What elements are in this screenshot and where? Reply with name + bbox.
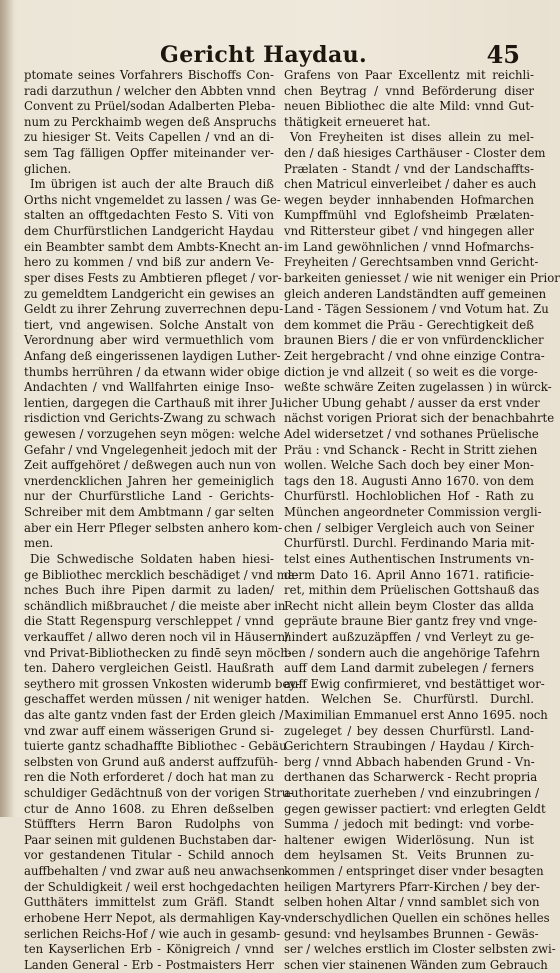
- right-column: [284, 68, 560, 973]
- text-line: tuierte gantz schadhaffte Bibliothec - Gebäu: [24, 739, 287, 754]
- text-line: Im übrigen ist auch der alte Brauch diß: [30, 177, 274, 192]
- text-line: ren die Noth erforderet / doch hat man zu: [24, 770, 274, 785]
- text-line: geschaffet werden müssen / nit weniger hat: [24, 692, 285, 707]
- text-line: gewesen / vorzugehen seyn mögen: welche: [24, 427, 281, 442]
- text-line: licher Ubung gehabt / ausser da erst vnder: [284, 395, 540, 410]
- text-line: sem Tag fälligen Opffer miteinander ver-: [24, 146, 274, 161]
- text-line: telst eines Authentischen Instruments vn-: [284, 551, 534, 566]
- text-line: der Schuldigkeit / weil erst hochgedachten: [24, 879, 280, 894]
- text-line: dem heylsamen St. Veits Brunnen zu-: [284, 848, 534, 863]
- text-line: gegen gewisser pactiert: vnd erlegten Geldt: [284, 801, 546, 816]
- text-line: Gerichtern Straubingen / Haydau / Kirch-: [284, 739, 534, 754]
- text-line: Summa / jedoch mit bedingt: vnd vorbe-: [284, 817, 534, 832]
- text-line: nches Buch ihre Pipen darmit zu laden/: [24, 583, 274, 598]
- text-line: hero zu kommen / vnd biß zur andern Ve-: [24, 255, 274, 270]
- binding-shadow: [0, 0, 14, 817]
- text-line: Zeit auffgehöret / deßwegen auch nun von: [24, 458, 277, 473]
- text-line: auffbehalten / vnd zwar auß neu anwachsen-: [24, 864, 290, 879]
- text-line: thumbs herrühren / da etwann wider obige: [24, 364, 280, 379]
- text-line: derm Dato 16. April Anno 1671. ratificie-: [284, 567, 534, 582]
- text-line: lentien, dargegen die Carthauß mit ihrer Ju-: [24, 395, 287, 410]
- text-line: nur der Churfürstliche Land - Gerichts-: [24, 489, 274, 504]
- text-line: Präu : vnd Schanck - Recht in Stritt ziehen: [284, 442, 538, 457]
- text-line: braunen Biers / die er von vnfürdencklicher: [284, 333, 544, 348]
- text-line: erhobene Herr Nepot, als dermahligen Kay-: [24, 910, 285, 925]
- text-line: Anfang deß eingerissenen laydigen Luther-: [24, 348, 281, 363]
- text-line: seythero mit grossen Vnkosten widerumb bey-: [24, 676, 300, 691]
- text-line: Von Freyheiten ist dises allein zu mel-: [290, 130, 534, 145]
- text-line: barkeiten geniesset / wie nit weniger ein Prior: [284, 270, 560, 285]
- text-line: radi darzuthun / welcher den Abbten vnnd: [24, 83, 276, 98]
- text-line: berg / vnnd Abbach habenden Grund - Vn-: [284, 754, 535, 769]
- text-line: Schreiber mit dem Ambtmann / gar selten: [24, 505, 275, 520]
- text-line: gepräute braune Bier gantz frey vnd vnge-: [284, 614, 538, 629]
- text-line: derthanen das Scharwerck - Recht propria: [284, 770, 538, 785]
- text-line: chen Matricul einverleibet / daher es auch: [284, 177, 537, 192]
- text-columns: [24, 68, 560, 973]
- text-line: Die Schwedische Soldaten haben hiesi-: [30, 551, 274, 566]
- text-line: ten. Dahero vergleichen Geistl. Haußrath: [24, 661, 274, 676]
- text-line: vnd zwar auff einem wässerigen Grund si-: [24, 723, 274, 738]
- text-line: den. Welchen Se. Churfürstl. Durchl.: [284, 692, 534, 707]
- text-line: schändlich mißbrauchet / die meiste aber in: [24, 598, 286, 613]
- text-line: vnderschydlichen Quellen ein schönes helles: [284, 910, 550, 925]
- text-line: ret, mithin dem Prüelischen Gottshauß das: [284, 583, 540, 598]
- text-line: tags den 18. Augusti Anno 1670. von dem: [284, 473, 534, 488]
- page-number: 45: [486, 40, 520, 69]
- text-line: Kumpffmühl vnd Eglofsheimb Prælaten-: [284, 208, 534, 223]
- text-line: wollen. Welche Sach doch bey einer Mon-: [284, 458, 534, 473]
- text-line: Prælaten - Standt / vnd der Landschaffts-: [284, 161, 534, 176]
- text-line: die Statt Regenspurg verschleppet / vnnd: [24, 614, 274, 629]
- text-line: Orths nicht vngemeldet zu lassen / was Ge-: [24, 192, 281, 207]
- text-line: thätigkeit erneueret hat.: [284, 114, 431, 129]
- text-line: tiert, vnd angewisen. Solche Anstalt von: [24, 317, 274, 332]
- text-line: Andachten / vnd Wallfahrten einige Inso-: [24, 380, 274, 395]
- text-line: selbsten von Grund auß anderst auffzufüh-: [24, 754, 278, 769]
- text-line: auff dem Land darmit zubelegen / ferners: [284, 661, 534, 676]
- text-line: glichen.: [24, 161, 72, 176]
- text-line: Geldt zu ihrer Zehrung zuverrechnen depu-: [24, 302, 284, 317]
- text-line: München angeordneter Commission vergli-: [284, 505, 542, 520]
- text-line: Adel widersetzet / vnd sothanes Prüelische: [284, 427, 539, 442]
- text-line: vor gestandenen Titular - Schild annoch: [24, 848, 274, 863]
- text-line: Verordnung aber wird vermuethlich vom: [24, 333, 274, 348]
- text-line: zu hiesiger St. Veits Capellen / vnd an di-: [24, 130, 274, 145]
- text-line: Maximilian Emmanuel erst Anno 1695. noch: [284, 707, 548, 722]
- text-line: gleich anderen Landständten auff gemeinen: [284, 286, 547, 301]
- text-line: Zeit hergebracht / vnd ohne einzige Contra-: [284, 348, 545, 363]
- text-line: ge Bibliothec mercklich beschädiget / vnd ma-: [24, 567, 299, 582]
- text-line: Gefahr / vnd Vngelegenheit jedoch mit der: [24, 442, 277, 457]
- text-line: vnerdencklichen Jahren her gemeiniglich: [24, 473, 274, 488]
- text-line: heiligen Martyrers Pfarr-Kirchen / bey der-: [284, 879, 540, 894]
- text-line: haltener ewigen Widerlösung. Nun ist: [284, 832, 534, 847]
- text-line: men.: [24, 536, 54, 551]
- text-line: den / daß hiesiges Carthäuser - Closter dem: [284, 146, 546, 161]
- text-line: schen vier stainenen Wänden zum Gebrauch: [284, 957, 548, 972]
- text-line: zugeleget / bey dessen Churfürstl. Land-: [284, 723, 534, 738]
- text-line: risdiction vnd Gerichts-Zwang zu schwach: [24, 411, 276, 426]
- text-line: Freyheiten / Gerechtsamben vnnd Gericht-: [284, 255, 539, 270]
- text-line: sper dises Fests zu Ambtieren pfleget / vor-: [24, 270, 282, 285]
- text-line: Recht nicht allein beym Closter das allda: [284, 598, 534, 613]
- text-line: Paar seinen mit guldenen Buchstaben dar-: [24, 832, 277, 847]
- text-line: diction je vnd allzeit ( so weit es die vorge-: [284, 364, 538, 379]
- text-line: dem Churfürstlichen Landgericht Haydau: [24, 224, 274, 239]
- text-line: Stüffters Herrn Baron Rudolphs von: [24, 817, 274, 832]
- text-line: Landen General - Erb - Postmaisters Herr: [24, 957, 274, 972]
- text-line: chen Beytrag / vnnd Beförderung diser: [284, 83, 534, 98]
- text-line: zu gemeldtem Landgericht ein gewises an: [24, 286, 275, 301]
- text-line: vnd Privat-Bibliothecken zu findē seyn möch-: [24, 645, 292, 660]
- text-line: ben / sondern auch die angehörige Tafehrn: [284, 645, 540, 660]
- text-line: hindert außzuzäpffen / vnd Verleyt zu ge-: [284, 629, 534, 644]
- text-line: schuldiger Gedächtnuß von der vorigen Stru-: [24, 786, 294, 801]
- text-line: gesund: vnd heylsambes Brunnen - Gewäs-: [284, 926, 539, 941]
- text-line: authoritate zuerheben / vnd einzubringen /: [284, 786, 540, 801]
- text-line: ten Kayserlichen Erb - Königreich / vnnd: [24, 942, 274, 957]
- text-line: Churfürstl. Durchl. Ferdinando Maria mit-: [284, 536, 535, 551]
- text-line: verkauffet / allwo deren noch vil in Häusern/: [24, 629, 290, 644]
- text-line: neuen Bibliothec die alte Mild: vnnd Gut-: [284, 99, 534, 114]
- text-line: weßte schwäre Zeiten zugelassen ) in würck-: [284, 380, 552, 395]
- text-line: Gutthäters immittelst zum Gräfl. Standt: [24, 895, 274, 910]
- text-line: auff Ewig confirmieret, vnd bestättiget wor-: [284, 676, 545, 691]
- text-line: wegen beyder innhabenden Hofmarchen: [284, 192, 534, 207]
- text-line: chen / selbiger Vergleich auch von Seiner: [284, 520, 534, 535]
- page-header: [30, 26, 526, 69]
- running-head: Gericht Haydau.: [160, 42, 368, 68]
- text-line: dem kommet die Präu - Gerechtigkeit deß: [284, 317, 534, 332]
- text-line: Land - Tägen Sessionem / vnd Votum hat. Zu: [284, 302, 549, 317]
- left-column: [24, 68, 300, 973]
- text-line: Convent zu Prüel/sodan Adalberten Pleba-: [24, 99, 276, 114]
- text-line: im Land gewöhnlichen / vnnd Hofmarchs-: [284, 239, 534, 254]
- text-line: Grafens von Paar Excellentz mit reichli-: [284, 68, 534, 82]
- text-line: num zu Perckhaimb wegen deß Anspruchs: [24, 114, 277, 129]
- text-line: kommen / entspringet diser vnder besagten: [284, 864, 544, 879]
- text-line: serlichen Reichs-Hof / wie auch in gesamb-: [24, 926, 281, 941]
- text-line: aber ein Herr Pfleger selbsten anhero kom-: [24, 520, 283, 535]
- text-line: das alte gantz vnden fast der Erden gleich /: [24, 707, 284, 722]
- text-line: ctur de Anno 1608. zu Ehren deßselben: [24, 801, 274, 816]
- text-line: stalten an offtgedachten Festo S. Viti von: [24, 208, 274, 223]
- text-line: ptomate seines Vorfahrers Bischoffs Con-: [24, 68, 274, 82]
- text-line: ser / welches erstlich im Closter selbsten zwi-: [284, 942, 556, 957]
- text-line: ein Beambter sambt dem Ambts-Knecht an-: [24, 239, 283, 254]
- text-line: Churfürstl. Hochloblichen Hof - Rath zu: [284, 489, 534, 504]
- text-line: nächst vorigen Priorat sich der benachbahrte: [284, 411, 555, 426]
- text-line: vnd Rittersteur gibet / vnd hingegen aller: [284, 224, 534, 239]
- text-line: selben hohen Altar / vnnd samblet sich von: [284, 895, 540, 910]
